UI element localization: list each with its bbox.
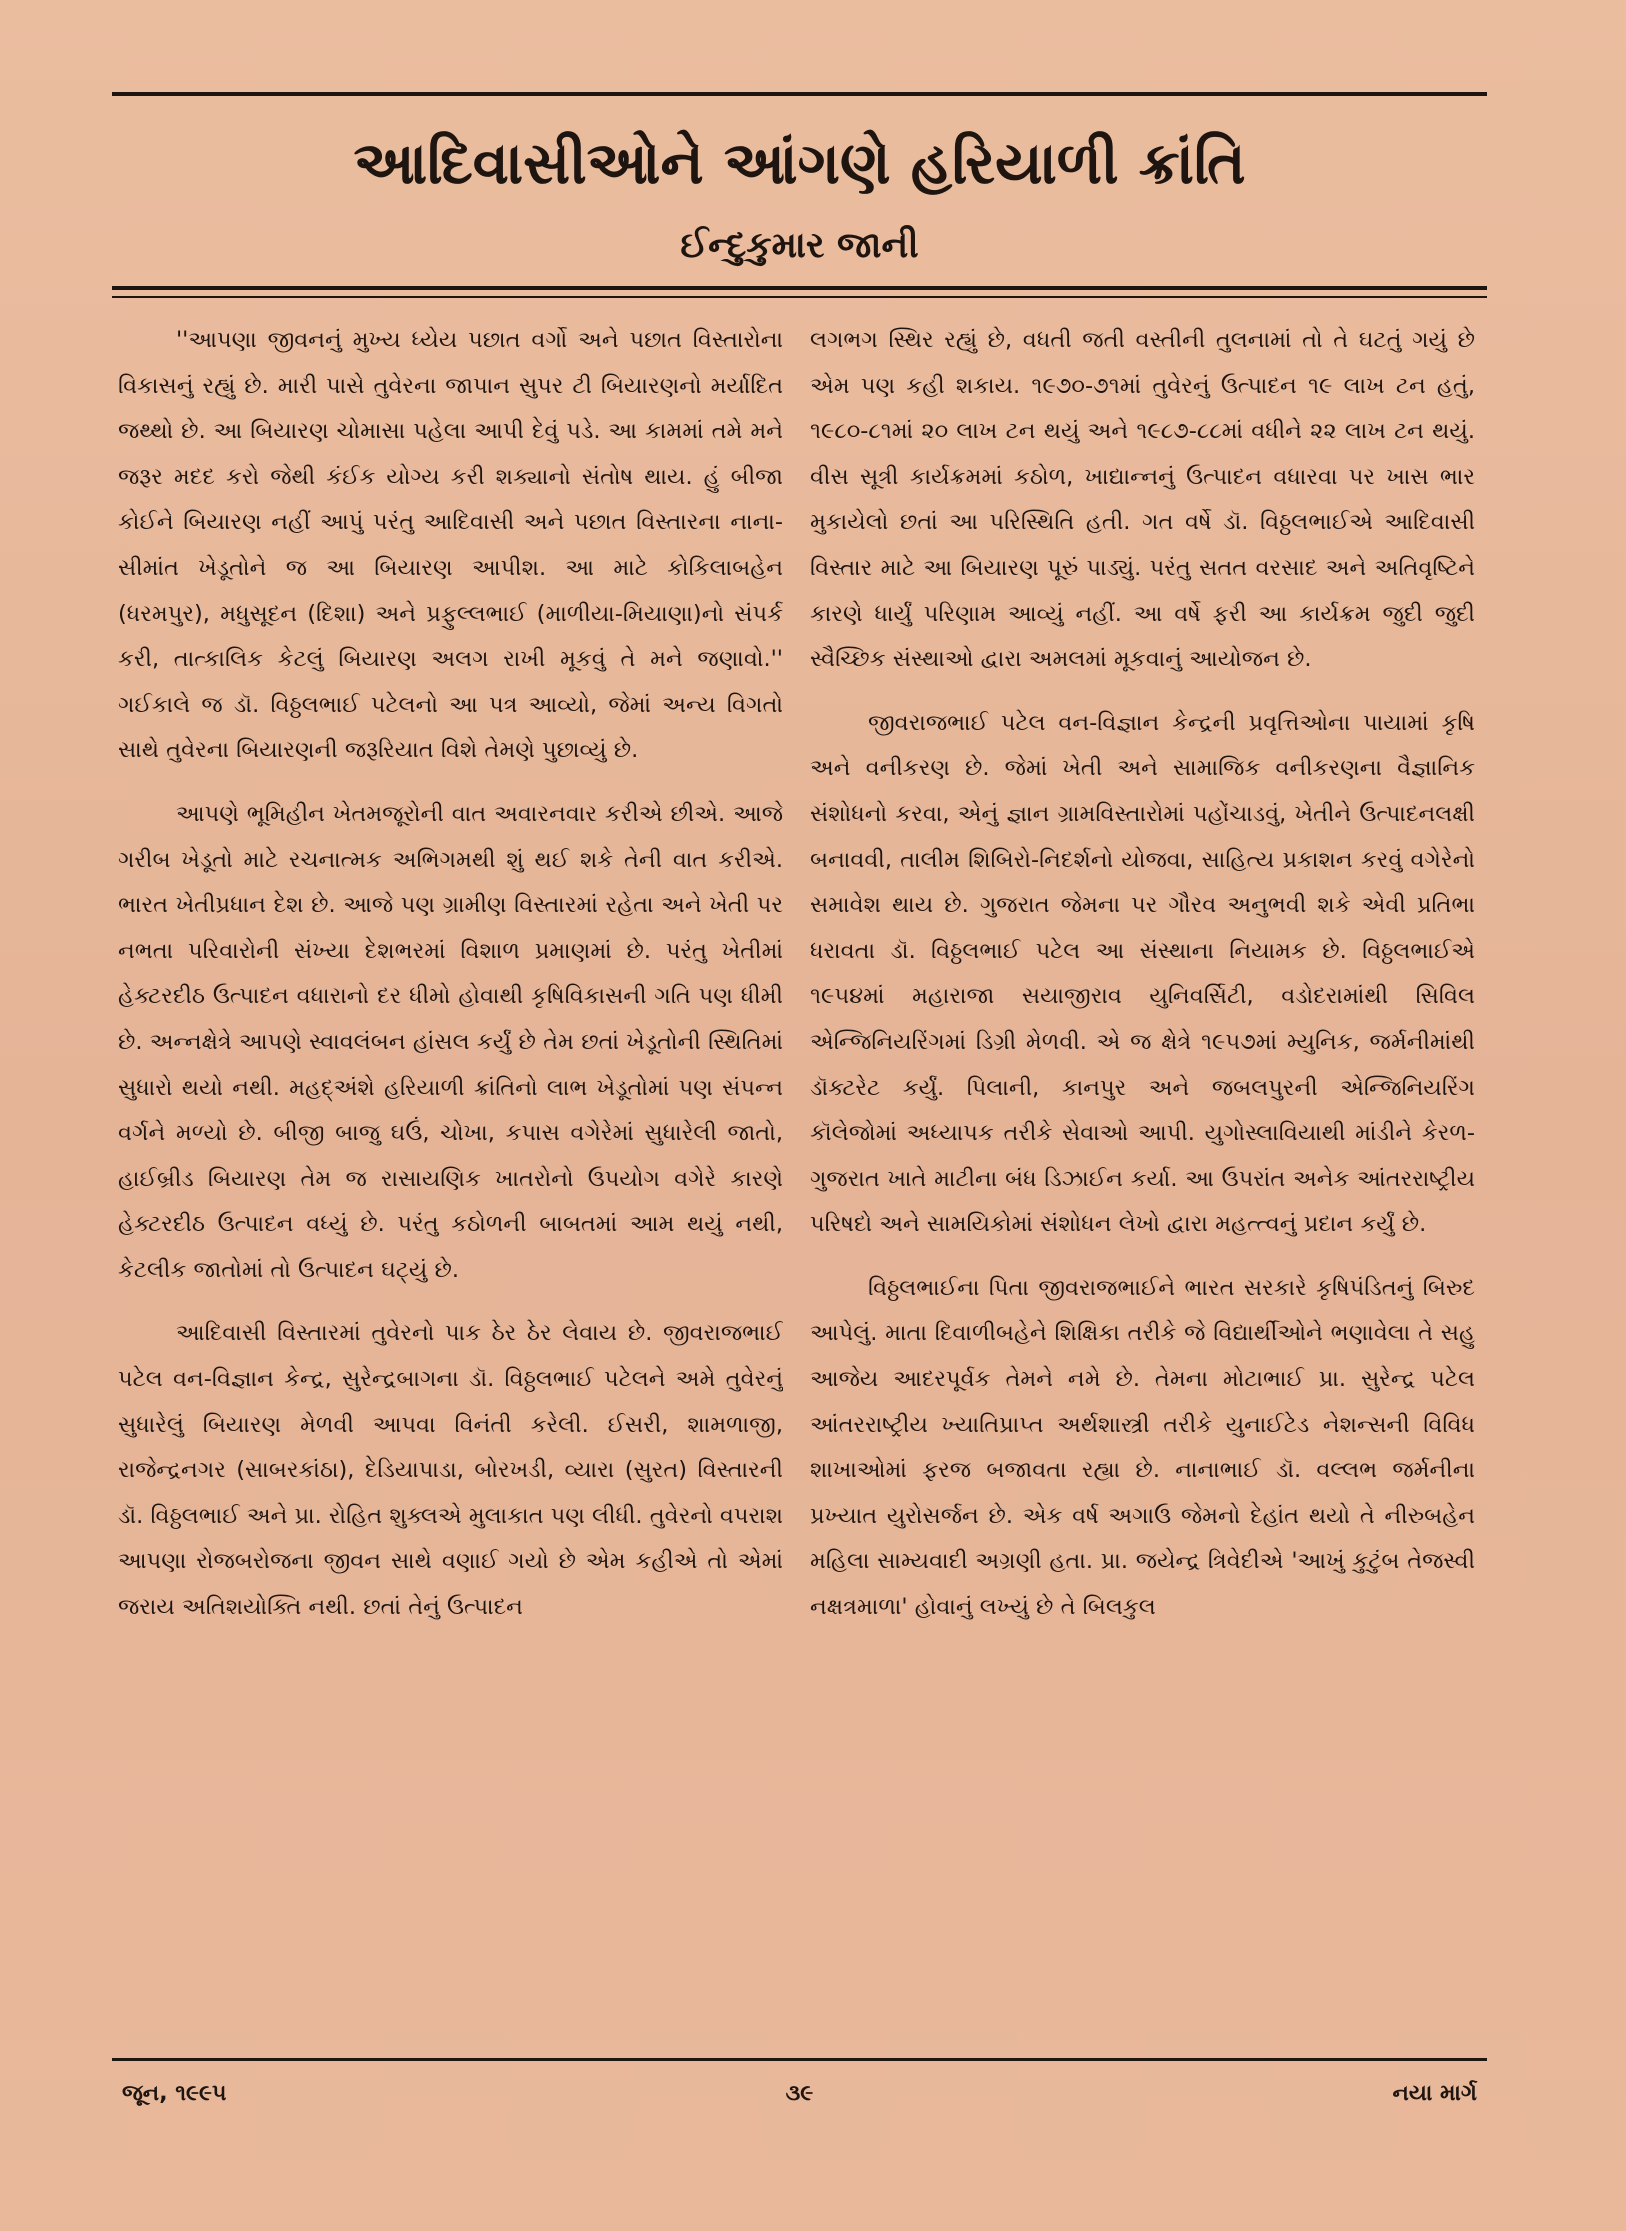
right-column bbox=[810, 318, 1475, 2043]
paragraph: વિઠ્ઠલભાઈના પિતા જીવરાજભાઈને ભારત સરકારે કૃષિપંડિતનું બિરુદ આપેલું. માતા દિવાળીબહેને શિક્ષિકા તરીકે જે વિદ્યાર્થીઓને ભણાવેલા તે સહુ આજેય આદરપૂર્વક તેમને નમે છે. તેમના મોટાભાઈ પ્રા. સુરેન્દ્ર પટેલ આંતરરાષ્ટ્રીય ખ્યાતિપ્રાપ્ત અર્થશાસ્ત્રી તરીકે યુનાઈટેડ નેશન્સની વિવિધ શાખાઓમાં ફરજ બજાવતા રહ્યા છે. નાનાભાઈ ડૉ. વલ્લભ જર્મનીના પ્રખ્યાત યુરોસર્જન છે. એક વર્ષ અગાઉ જેમનો દેહાંત થયો તે નીરુબહેન મહિલા સામ્યવાદી અગ્રણી હતા. પ્રા. જયેન્દ્ર ત્રિવેદીએ 'આખું કુટુંબ તેજસ્વી નક્ષત્રમાળા' હોવાનું લખ્યું છે તે બિલકુલ bbox=[810, 1274, 1475, 1621]
paragraph: આપણે ભૂમિહીન ખેતમજૂરોની વાત અવારનવાર કરીએ છીએ. આજે ગરીબ ખેડૂતો માટે રચનાત્મક અભિગમથી શું થઈ શકે તેની વાત કરીએ. ભારત ખેતીપ્રધાન દેશ છે. આજે પણ ગ્રામીણ વિસ્તારમાં રહેતા અને ખેતી પર નભતા પરિવારોની સંખ્યા દેશભરમાં વિશાળ પ્રમાણમાં છે. પરંતુ ખેતીમાં હેક્ટરદીઠ ઉત્પાદન વધારાનો દર ધીમો હોવાથી કૃષિવિકાસની ગતિ પણ ધીમી છે. અન્નક્ષેત્રે આપણે સ્વાવલંબન હાંસલ કર્યું છે તેમ છતાં ખેડૂતોની સ્થિતિમાં સુધારો થયો નથી. મહદ્‌અંશે હરિયાળી ક્રાંતિનો લાભ ખેડૂતોમાં પણ સંપન્ન વર્ગને મળ્યો છે. બીજી બાજુ ઘઉં, ચોખા, કપાસ વગેરેમાં સુધારેલી જાતો, હાઈબ્રીડ બિયારણ તેમ જ રાસાયણિક ખાતરોનો ઉપયોગ વગેરે કારણે હેક્ટરદીઠ ઉત્પાદન વધ્યું છે. પરંતુ કઠોળની બાબતમાં આમ થયું નથી, કેટલીક જાતોમાં તો ઉત્પાદન ઘટ્યું છે. bbox=[118, 800, 783, 1283]
header-rule-thin bbox=[112, 296, 1487, 298]
paragraph: જીવરાજભાઈ પટેલ વન-વિજ્ઞાન કેન્દ્રની પ્રવૃત્તિઓના પાયામાં કૃષિ અને વનીકરણ છે. જેમાં ખેતી અને સામાજિક વનીકરણના વૈજ્ઞાનિક સંશોધનો કરવા, એનું જ્ઞાન ગ્રામવિસ્તારોમાં પહોંચાડવું, ખેતીને ઉત્પાદનલક્ષી બનાવવી, તાલીમ શિબિરો-નિદર્શનો યોજવા, સાહિત્ય પ્રકાશન કરવું વગેરેનો સમાવેશ થાય છે. ગુજરાત જેમના પર ગૌરવ અનુભવી શકે એવી પ્રતિભા ધરાવતા ડૉ. વિઠ્ઠલભાઈ પટેલ આ સંસ્થાના નિયામક છે. વિઠ્ઠલભાઈએ ૧૯૫૪માં મહારાજા સયાજીરાવ યુનિવર્સિટી, વડોદરામાંથી સિવિલ એન્જિનિયરિંગમાં ડિગ્રી મેળવી. એ જ ક્ષેત્રે ૧૯૫૭માં મ્યુનિક, જર્મનીમાંથી ડૉક્ટરેટ કર્યું. પિલાની, કાનપુર અને જબલપુરની એન્જિનિયરિંગ કૉલેજોમાં અધ્યાપક તરીકે સેવાઓ આપી. યુગોસ્લાવિયાથી માંડીને કેરળ-ગુજરાત ખાતે માટીના બંધ ડિઝાઈન કર્યા. આ ઉપરાંત અનેક આંતરરાષ્ટ્રીય પરિષદો અને સામયિકોમાં સંશોધન લેખો દ્વારા મહત્ત્વનું પ્રદાન કર્યું છે. bbox=[810, 709, 1475, 1238]
author-byline: ઈન્દુકુમાર જાની bbox=[680, 225, 919, 266]
footer-date: જૂન, ૧૯૯૫ bbox=[122, 2081, 227, 2106]
page-number: ૩૯ bbox=[785, 2081, 814, 2106]
left-column bbox=[118, 318, 783, 2043]
page-footer bbox=[112, 2072, 1487, 2116]
paragraph: ''આપણા જીવનનું મુખ્ય ધ્યેય પછાત વર્ગો અને પછાત વિસ્તારોના વિકાસનું રહ્યું છે. મારી પાસે તુવેરના જાપાન સુપર ટી બિયારણનો મર્યાદિત જથ્થો છે. આ બિયારણ ચોમાસા પહેલા આપી દેવું પડે. આ કામમાં તમે મને જરૂર મદદ કરો જેથી કંઈક યોગ્ય કરી શક્યાનો સંતોષ થાય. હું બીજા કોઈને બિયારણ નહીં આપું પરંતુ આદિવાસી અને પછાત વિસ્તારના નાના-સીમાંત ખેડૂતોને જ આ બિયારણ આપીશ. આ માટે કોકિલાબહેન (ધરમપુર), મધુસૂદન (દિશા) અને પ્રફુલ્લભાઈ (માળીયા-મિયાણા)નો સંપર્ક કરી, તાત્કાલિક કેટલું બિયારણ અલગ રાખી મૂકવું તે મને જણાવો.'' ગઈકાલે જ ડૉ. વિઠ્ઠલભાઈ પટેલનો આ પત્ર આવ્યો, જેમાં અન્ય વિગતો સાથે તુવેરના બિયારણની જરૂરિયાત વિશે તેમણે પુછાવ્યું છે. bbox=[118, 327, 783, 764]
header-rule-thick bbox=[112, 286, 1487, 290]
top-rule bbox=[112, 92, 1487, 96]
footer-rule bbox=[112, 2058, 1487, 2061]
paragraph: આદિવાસી વિસ્તારમાં તુવેરનો પાક ઠેર ઠેર લેવાય છે. જીવરાજભાઈ પટેલ વન-વિજ્ઞાન કેન્દ્ર, સુરેન્દ્રબાગના ડૉ. વિઠ્ઠલભાઈ પટેલને અમે તુવેરનું સુધારેલું બિયારણ મેળવી આપવા વિનંતી કરેલી. ઈસરી, શામળાજી, રાજેન્દ્રનગર (સાબરકાંઠા), દેડિયાપાડા, બોરખડી, વ્યારા (સુરત) વિસ્તારની ડૉ. વિઠ્ઠલભાઈ અને પ્રા. રોહિત શુક્લએ મુલાકાત પણ લીધી. તુવેરનો વપરાશ આપણા રોજબરોજના જીવન સાથે વણાઈ ગયો છે એમ કહીએ તો એમાં જરાય અતિશયોક્તિ નથી. છતાં તેનું ઉત્પાદન bbox=[118, 1320, 783, 1621]
paragraph: લગભગ સ્થિર રહ્યું છે, વધતી જતી વસ્તીની તુલનામાં તો તે ઘટતું ગયું છે એમ પણ કહી શકાય. ૧૯૭૦-૭૧માં તુવેરનું ઉત્પાદન ૧૯ લાખ ટન હતું, ૧૯૮૦-૮૧માં ૨૦ લાખ ટન થયું અને ૧૯૮૭-૮૮માં વધીને ૨૨ લાખ ટન થયું. વીસ સૂત્રી કાર્યક્રમમાં કઠોળ, ખાદ્યાન્નનું ઉત્પાદન વધારવા પર ખાસ ભાર મુકાયેલો છતાં આ પરિસ્થિતિ હતી. ગત વર્ષે ડૉ. વિઠ્ઠલભાઈએ આદિવાસી વિસ્તાર માટે આ બિયારણ પૂરું પાડ્યું. પરંતુ સતત વરસાદ અને અતિવૃષ્ટિને કારણે ધાર્યું પરિણામ આવ્યું નહીં. આ વર્ષે ફરી આ કાર્યક્રમ જુદી જુદી સ્વૈચ્છિક સંસ્થાઓ દ્વારા અમલમાં મૂકવાનું આયોજન છે. bbox=[810, 327, 1475, 673]
article-title: આદિવાસીઓને આંગણે હરિયાળી ક્રાંતિ bbox=[353, 129, 1246, 197]
publication-name: નયા માર્ગ bbox=[1392, 2081, 1477, 2106]
